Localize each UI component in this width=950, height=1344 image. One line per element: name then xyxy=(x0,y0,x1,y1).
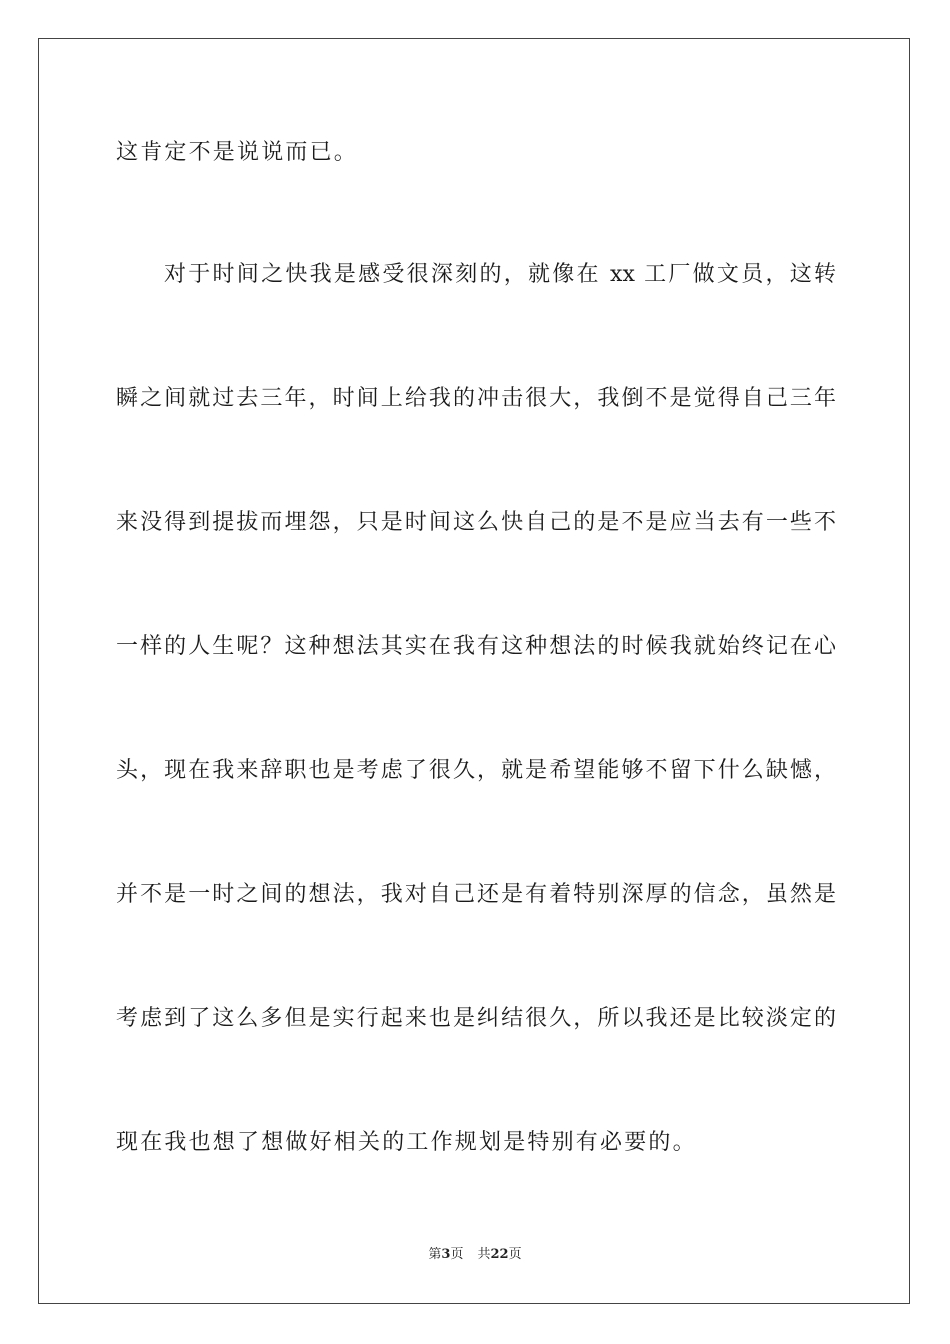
text-line: 并不是一时之间的想法，我对自己还是有着特别深厚的信念，虽然是 xyxy=(116,882,836,907)
text-line: 头，现在我来辞职也是考虑了很久，就是希望能够不留下什么缺憾， xyxy=(116,758,836,783)
text-line: 来没得到提拔而埋怨，只是时间这么快自己的是不是应当去有一些不 xyxy=(116,510,836,535)
text-line: 现在我也想了想做好相关的工作规划是特别有必要的。 xyxy=(116,1130,697,1155)
page-number: 3 xyxy=(441,1247,451,1262)
text-line: 瞬之间就过去三年，时间上给我的冲击很大，我倒不是觉得自己三年 xyxy=(116,386,836,411)
page-suffix: 页 xyxy=(450,1247,464,1262)
text-line: 对于时间之快我是感受很深刻的，就像在 xx 工厂做文员，这转 xyxy=(164,262,836,287)
text-line: 一样的人生呢？这种想法其实在我有这种想法的时候我就始终记在心 xyxy=(116,634,836,659)
page-footer xyxy=(0,1246,950,1264)
text-line: 考虑到了这么多但是实行起来也是纠结很久，所以我还是比较淡定的 xyxy=(116,1006,836,1031)
total-prefix: 共 xyxy=(477,1247,491,1262)
page-border xyxy=(38,38,910,1304)
total-pages: 22 xyxy=(490,1247,509,1262)
total-suffix: 页 xyxy=(508,1247,522,1262)
page-prefix: 第 xyxy=(428,1247,442,1262)
text-line: 这肯定不是说说而已。 xyxy=(116,140,359,165)
